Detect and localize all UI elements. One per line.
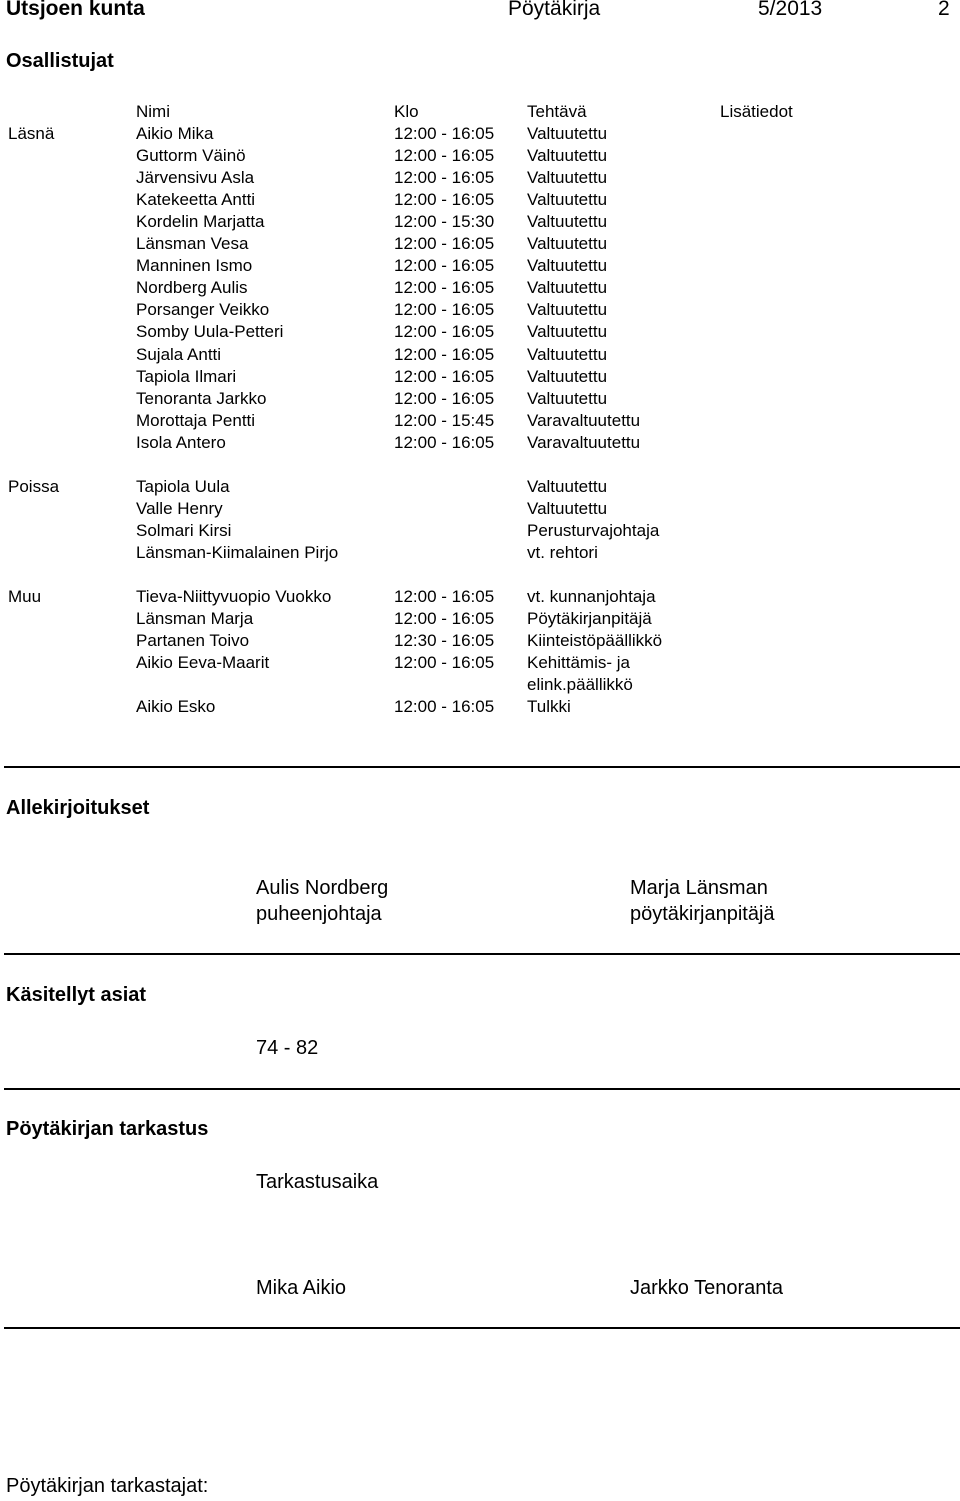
- table-row: [0, 189, 960, 211]
- participant-name: Katekeetta Antti: [136, 190, 256, 210]
- table-row: [0, 630, 960, 652]
- participant-time: 12:30 - 16:05: [394, 631, 495, 651]
- participant-role: Varavaltuutettu: [527, 410, 641, 430]
- participant-role: Valtuutettu: [527, 498, 608, 518]
- participant-role: Kehittämis- ja: [527, 653, 630, 673]
- participant-role: Valtuutettu: [527, 366, 608, 386]
- participant-time: 12:00 - 16:05: [394, 300, 495, 320]
- review-title: Pöytäkirjan tarkastus: [6, 1118, 209, 1140]
- table-row: [0, 233, 960, 255]
- participant-time: 12:00 - 16:05: [394, 653, 495, 673]
- participant-role: Kiinteistöpäällikkö: [527, 631, 663, 651]
- participant-time: 12:00 - 16:05: [394, 587, 495, 607]
- participant-time: 12:00 - 15:30: [394, 212, 495, 232]
- participant-role: Valtuutettu: [527, 344, 608, 364]
- participant-role: Tulkki: [527, 697, 571, 717]
- participants-header-row: [0, 101, 960, 123]
- participant-name: Kordelin Marjatta: [136, 212, 265, 232]
- column-header-info: Lisätiedot: [720, 102, 793, 121]
- table-row: [0, 366, 960, 388]
- participant-name: Somby Uula-Petteri: [136, 322, 284, 342]
- table-row: [0, 432, 960, 454]
- participant-name: Tapiola Uula: [136, 476, 230, 496]
- table-row: [0, 652, 960, 674]
- participant-time: 12:00 - 16:05: [394, 697, 495, 717]
- table-row: [0, 410, 960, 432]
- participant-name: Järvensivu Asla: [136, 168, 255, 188]
- participant-name: Tenoranta Jarkko: [136, 388, 267, 408]
- participant-name: Länsman Marja: [136, 609, 254, 629]
- header-document-number: 5/2013: [758, 0, 823, 20]
- column-header-name: Nimi: [136, 102, 170, 121]
- table-row: [0, 299, 960, 321]
- participant-role: elink.päällikkö: [527, 675, 633, 695]
- participant-name: Länsman-Kiimalainen Pirjo: [136, 542, 339, 562]
- table-row: [0, 542, 960, 564]
- participant-name: Aikio Eeva-Maarit: [136, 653, 270, 673]
- reviewer-2-name: Jarkko Tenoranta: [630, 1277, 784, 1299]
- header-organization: Utsjoen kunta: [6, 0, 145, 20]
- participant-role: Valtuutettu: [527, 146, 608, 166]
- participant-role: Valtuutettu: [527, 168, 608, 188]
- participant-group: Poissa: [8, 476, 60, 496]
- participant-role: Valtuutettu: [527, 256, 608, 276]
- participant-role: Valtuutettu: [527, 388, 608, 408]
- reviewer-1-name: Mika Aikio: [256, 1277, 347, 1299]
- participant-time: 12:00 - 16:05: [394, 168, 495, 188]
- participant-name: Morottaja Pentti: [136, 410, 256, 430]
- participant-name: Guttorm Väinö: [136, 146, 246, 166]
- participant-time: 12:00 - 16:05: [394, 366, 495, 386]
- participant-role: Pöytäkirjanpitäjä: [527, 609, 652, 629]
- items-title: Käsitellyt asiat: [6, 984, 147, 1006]
- participant-role: Valtuutettu: [527, 190, 608, 210]
- participant-role: Valtuutettu: [527, 124, 608, 143]
- section-divider: [4, 1088, 960, 1090]
- signature-left-name: Aulis Nordberg: [256, 877, 389, 899]
- participant-time: 12:00 - 16:05: [394, 322, 495, 342]
- section-divider: [4, 1327, 960, 1329]
- table-row: [0, 145, 960, 167]
- table-row: [0, 255, 960, 277]
- participant-role: Valtuutettu: [527, 212, 608, 232]
- table-row: [0, 211, 960, 233]
- participant-time: 12:00 - 16:05: [394, 146, 495, 166]
- participant-time: 12:00 - 16:05: [394, 609, 495, 629]
- participant-role: Valtuutettu: [527, 322, 608, 342]
- participant-role: Perusturvajohtaja: [527, 520, 660, 540]
- participant-time: 12:00 - 15:45: [394, 410, 495, 430]
- header-document-type: Pöytäkirja: [508, 0, 601, 20]
- participant-time: 12:00 - 16:05: [394, 388, 495, 408]
- participant-name: Solmari Kirsi: [136, 520, 232, 540]
- reviewers-label: Pöytäkirjan tarkastajat:: [6, 1475, 209, 1497]
- participant-role: Varavaltuutettu: [527, 432, 641, 452]
- signature-left-role: puheenjohtaja: [256, 903, 382, 925]
- participant-role: vt. rehtori: [527, 542, 598, 562]
- participant-time: 12:00 - 16:05: [394, 124, 495, 143]
- section-divider: [4, 766, 960, 768]
- participant-time: 12:00 - 16:05: [394, 256, 495, 276]
- participant-role: Valtuutettu: [527, 300, 608, 320]
- participants-title: Osallistujat: [6, 50, 114, 72]
- section-divider: [4, 953, 960, 955]
- review-time-label: Tarkastusaika: [256, 1171, 379, 1193]
- participant-role: Valtuutettu: [527, 234, 608, 254]
- table-row: [0, 674, 960, 696]
- participant-time: 12:00 - 16:05: [394, 432, 495, 452]
- table-row: [0, 123, 960, 145]
- items-range: 74 - 82: [256, 1037, 319, 1059]
- participant-name: Manninen Ismo: [136, 256, 253, 276]
- participant-name: Länsman Vesa: [136, 234, 249, 254]
- table-row: [0, 696, 960, 718]
- table-row: [0, 498, 960, 520]
- participant-name: Valle Henry: [136, 498, 223, 518]
- participant-name: Porsanger Veikko: [136, 300, 270, 320]
- header-page-number: 2: [938, 0, 950, 20]
- participant-time: 12:00 - 16:05: [394, 278, 495, 298]
- signatures-title: Allekirjoitukset: [6, 797, 150, 819]
- table-row: [0, 476, 960, 498]
- participant-name: Sujala Antti: [136, 344, 222, 364]
- table-row: [0, 321, 960, 343]
- table-row: [0, 586, 960, 608]
- participant-name: Tieva-Niittyvuopio Vuokko: [136, 587, 332, 607]
- participant-group: Muu: [8, 587, 42, 607]
- column-header-task: Tehtävä: [527, 102, 587, 121]
- participant-name: Nordberg Aulis: [136, 278, 248, 298]
- column-header-klo: Klo: [394, 102, 419, 121]
- participant-name: Isola Antero: [136, 432, 226, 452]
- table-row: [0, 277, 960, 299]
- participant-time: 12:00 - 16:05: [394, 344, 495, 364]
- participant-role: Valtuutettu: [527, 476, 608, 496]
- table-row: [0, 520, 960, 542]
- participant-time: 12:00 - 16:05: [394, 234, 495, 254]
- participant-name: Tapiola Ilmari: [136, 366, 237, 386]
- table-row: [0, 608, 960, 630]
- signature-right-role: pöytäkirjanpitäjä: [630, 903, 775, 925]
- participant-name: Partanen Toivo: [136, 631, 250, 651]
- table-row: [0, 344, 960, 366]
- table-row: [0, 167, 960, 189]
- signature-right-name: Marja Länsman: [630, 877, 768, 899]
- participant-name: Aikio Esko: [136, 697, 216, 717]
- participant-group: Läsnä: [8, 124, 55, 143]
- participant-time: 12:00 - 16:05: [394, 190, 495, 210]
- table-row: [0, 388, 960, 410]
- table-row: [0, 454, 960, 476]
- participant-role: vt. kunnanjohtaja: [527, 587, 656, 607]
- participant-role: Valtuutettu: [527, 278, 608, 298]
- participant-name: Aikio Mika: [136, 124, 214, 143]
- table-row: [0, 564, 960, 586]
